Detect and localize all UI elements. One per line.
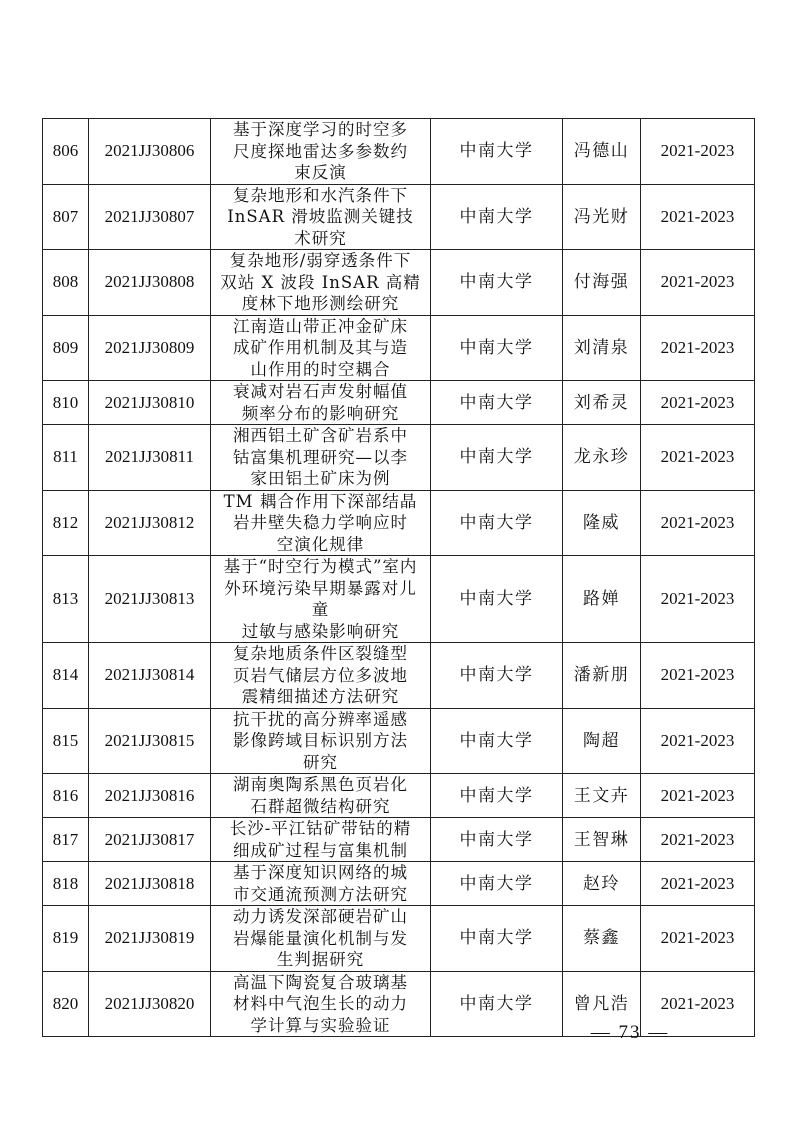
period-cell: 2021-2023 <box>641 862 755 906</box>
row-number-cell: 810 <box>43 381 89 425</box>
table-row <box>43 906 755 972</box>
period-cell: 2021-2023 <box>641 119 755 185</box>
project-id-cell: 2021JJ30819 <box>89 906 211 972</box>
project-title-cell <box>211 315 431 381</box>
principal-investigator-cell: 刘清泉 <box>563 315 641 381</box>
period-cell: 2021-2023 <box>641 381 755 425</box>
title-line: 衰减对岩石声发射幅值 <box>233 382 408 401</box>
table-row <box>43 490 755 556</box>
title-line: 影像跨域目标识别方法 <box>233 731 408 750</box>
project-title-cell <box>211 862 431 906</box>
project-title-cell <box>211 643 431 709</box>
table-row <box>43 315 755 381</box>
title-line: 学计算与实验验证 <box>250 1015 391 1035</box>
project-id-cell: 2021JJ30811 <box>89 425 211 491</box>
period-cell: 2021-2023 <box>641 643 755 709</box>
title-line: 空演化规律 <box>276 534 365 554</box>
title-line: 石群超微结构研究 <box>250 796 391 816</box>
table-row <box>43 184 755 250</box>
title-line: 湘西铝土矿含矿岩系中 <box>233 426 408 445</box>
title-line: 复杂地形/弱穿透条件下 <box>229 251 412 270</box>
project-id-cell: 2021JJ30818 <box>89 862 211 906</box>
row-number-cell: 815 <box>43 708 89 774</box>
table-body <box>43 119 755 1037</box>
table-row <box>43 818 755 862</box>
principal-investigator-cell: 潘新朋 <box>563 643 641 709</box>
project-id-cell: 2021JJ30814 <box>89 643 211 709</box>
institution-cell: 中南大学 <box>431 818 563 862</box>
period-cell: 2021-2023 <box>641 906 755 972</box>
institution-cell: 中南大学 <box>431 906 563 972</box>
row-number-cell: 809 <box>43 315 89 381</box>
grant-table <box>42 118 755 1037</box>
institution-cell: 中南大学 <box>431 381 563 425</box>
period-cell: 2021-2023 <box>641 315 755 381</box>
institution-cell: 中南大学 <box>431 184 563 250</box>
institution-cell: 中南大学 <box>431 708 563 774</box>
period-cell: 2021-2023 <box>641 184 755 250</box>
table-row <box>43 381 755 425</box>
institution-cell: 中南大学 <box>431 490 563 556</box>
principal-investigator-cell: 陶超 <box>563 708 641 774</box>
row-number-cell: 813 <box>43 556 89 643</box>
table-row <box>43 643 755 709</box>
row-number-cell: 817 <box>43 818 89 862</box>
institution-cell: 中南大学 <box>431 774 563 818</box>
principal-investigator-cell: 冯德山 <box>563 119 641 185</box>
title-line: 高温下陶瓷复合玻璃基 <box>233 972 408 992</box>
institution-cell: 中南大学 <box>431 862 563 906</box>
table-row <box>43 250 755 316</box>
table-row <box>43 774 755 818</box>
project-id-cell: 2021JJ30812 <box>89 490 211 556</box>
project-title-cell <box>211 774 431 818</box>
project-id-cell: 2021JJ30808 <box>89 250 211 316</box>
principal-investigator-cell: 曾凡浩 <box>563 971 641 1037</box>
table-row <box>43 119 755 185</box>
title-line: 术研究 <box>294 228 347 248</box>
row-number-cell: 818 <box>43 862 89 906</box>
row-number-cell: 816 <box>43 774 89 818</box>
principal-investigator-cell: 龙永珍 <box>563 425 641 491</box>
title-line: 过敏与感染影响研究 <box>241 621 400 641</box>
period-cell: 2021-2023 <box>641 708 755 774</box>
project-id-cell: 2021JJ30807 <box>89 184 211 250</box>
project-id-cell: 2021JJ30817 <box>89 818 211 862</box>
project-title-cell <box>211 425 431 491</box>
institution-cell: 中南大学 <box>431 643 563 709</box>
table-row <box>43 556 755 643</box>
period-cell: 2021-2023 <box>641 556 755 643</box>
project-id-cell: 2021JJ30820 <box>89 971 211 1037</box>
row-number-cell: 811 <box>43 425 89 491</box>
project-id-cell: 2021JJ30813 <box>89 556 211 643</box>
project-title-cell <box>211 184 431 250</box>
principal-investigator-cell: 赵玲 <box>563 862 641 906</box>
period-cell: 2021-2023 <box>641 490 755 556</box>
title-line: 抗干扰的高分辨率遥感 <box>233 709 408 729</box>
row-number-cell: 807 <box>43 184 89 250</box>
period-cell: 2021-2023 <box>641 818 755 862</box>
title-line: 基于深度知识网络的城 <box>233 863 408 882</box>
title-line: 度林下地形测绘研究 <box>241 294 400 313</box>
title-line: 基于深度学习的时空多 <box>233 120 408 139</box>
title-line: 钴富集机理研究—以李 <box>233 447 408 467</box>
period-cell: 2021-2023 <box>641 971 755 1037</box>
period-cell: 2021-2023 <box>641 250 755 316</box>
principal-investigator-cell: 路婵 <box>563 556 641 643</box>
project-title-cell <box>211 556 431 643</box>
title-line: 市交通流预测方法研究 <box>233 884 408 904</box>
principal-investigator-cell: 刘希灵 <box>563 381 641 425</box>
title-line: 成矿作用机制及其与造 <box>233 338 408 357</box>
project-title-cell <box>211 906 431 972</box>
project-id-cell: 2021JJ30809 <box>89 315 211 381</box>
project-id-cell: 2021JJ30816 <box>89 774 211 818</box>
title-line: 页岩气储层方位多波地 <box>233 665 408 685</box>
institution-cell: 中南大学 <box>431 119 563 185</box>
project-title-cell <box>211 119 431 185</box>
project-title-cell <box>211 971 431 1037</box>
title-line: 外环境污染早期暴露对儿童 <box>224 578 417 619</box>
project-id-cell: 2021JJ30815 <box>89 708 211 774</box>
title-line: 基于“时空行为模式”室内 <box>223 557 418 576</box>
title-line: 岩井壁失稳力学响应时 <box>233 513 408 532</box>
title-line: 双站 X 波段 InSAR 高精 <box>220 272 421 292</box>
title-line: 家田铝土矿床为例 <box>250 469 391 488</box>
institution-cell: 中南大学 <box>431 971 563 1037</box>
table-row <box>43 708 755 774</box>
page-number: — 73 — <box>590 1022 670 1043</box>
title-line: 长沙-平江钴矿带钴的精 <box>229 819 412 838</box>
principal-investigator-cell: 付海强 <box>563 250 641 316</box>
title-line: 湖南奥陶系黑色页岩化 <box>233 775 408 794</box>
principal-investigator-cell: 王智琳 <box>563 818 641 862</box>
project-title-cell <box>211 250 431 316</box>
title-line: 岩爆能量演化机制与发 <box>233 928 408 948</box>
title-line: InSAR 滑坡监测关键技 <box>227 207 414 226</box>
principal-investigator-cell: 蔡鑫 <box>563 906 641 972</box>
project-title-cell <box>211 708 431 774</box>
institution-cell: 中南大学 <box>431 315 563 381</box>
principal-investigator-cell: 王文卉 <box>563 774 641 818</box>
title-line: 复杂地形和水汽条件下 <box>233 185 408 205</box>
title-line: 动力诱发深部硬岩矿山 <box>233 907 408 926</box>
project-title-cell <box>211 381 431 425</box>
title-line: 震精细描述方法研究 <box>241 687 400 706</box>
title-line: 尺度探地雷达多参数约 <box>233 141 408 161</box>
row-number-cell: 812 <box>43 490 89 556</box>
row-number-cell: 814 <box>43 643 89 709</box>
title-line: 研究 <box>303 752 338 772</box>
title-line: 复杂地质条件区裂缝型 <box>233 644 408 663</box>
row-number-cell: 819 <box>43 906 89 972</box>
institution-cell: 中南大学 <box>431 556 563 643</box>
title-line: 生判据研究 <box>276 950 365 969</box>
project-id-cell: 2021JJ30806 <box>89 119 211 185</box>
project-title-cell <box>211 490 431 556</box>
project-title-cell <box>211 818 431 862</box>
row-number-cell: 808 <box>43 250 89 316</box>
period-cell: 2021-2023 <box>641 425 755 491</box>
table-row <box>43 425 755 491</box>
row-number-cell: 806 <box>43 119 89 185</box>
institution-cell: 中南大学 <box>431 250 563 316</box>
table-row <box>43 862 755 906</box>
title-line: 江南造山带正冲金矿床 <box>233 316 408 336</box>
principal-investigator-cell: 隆威 <box>563 490 641 556</box>
title-line: 山作用的时空耦合 <box>250 359 391 379</box>
title-line: 材料中气泡生长的动力 <box>233 994 408 1013</box>
row-number-cell: 820 <box>43 971 89 1037</box>
title-line: 频率分布的影响研究 <box>241 403 400 423</box>
title-line: TM 耦合作用下深部结晶 <box>223 491 418 511</box>
project-id-cell: 2021JJ30810 <box>89 381 211 425</box>
institution-cell: 中南大学 <box>431 425 563 491</box>
title-line: 束反演 <box>294 163 347 182</box>
title-line: 细成矿过程与富集机制 <box>233 840 408 860</box>
period-cell: 2021-2023 <box>641 774 755 818</box>
principal-investigator-cell: 冯光财 <box>563 184 641 250</box>
